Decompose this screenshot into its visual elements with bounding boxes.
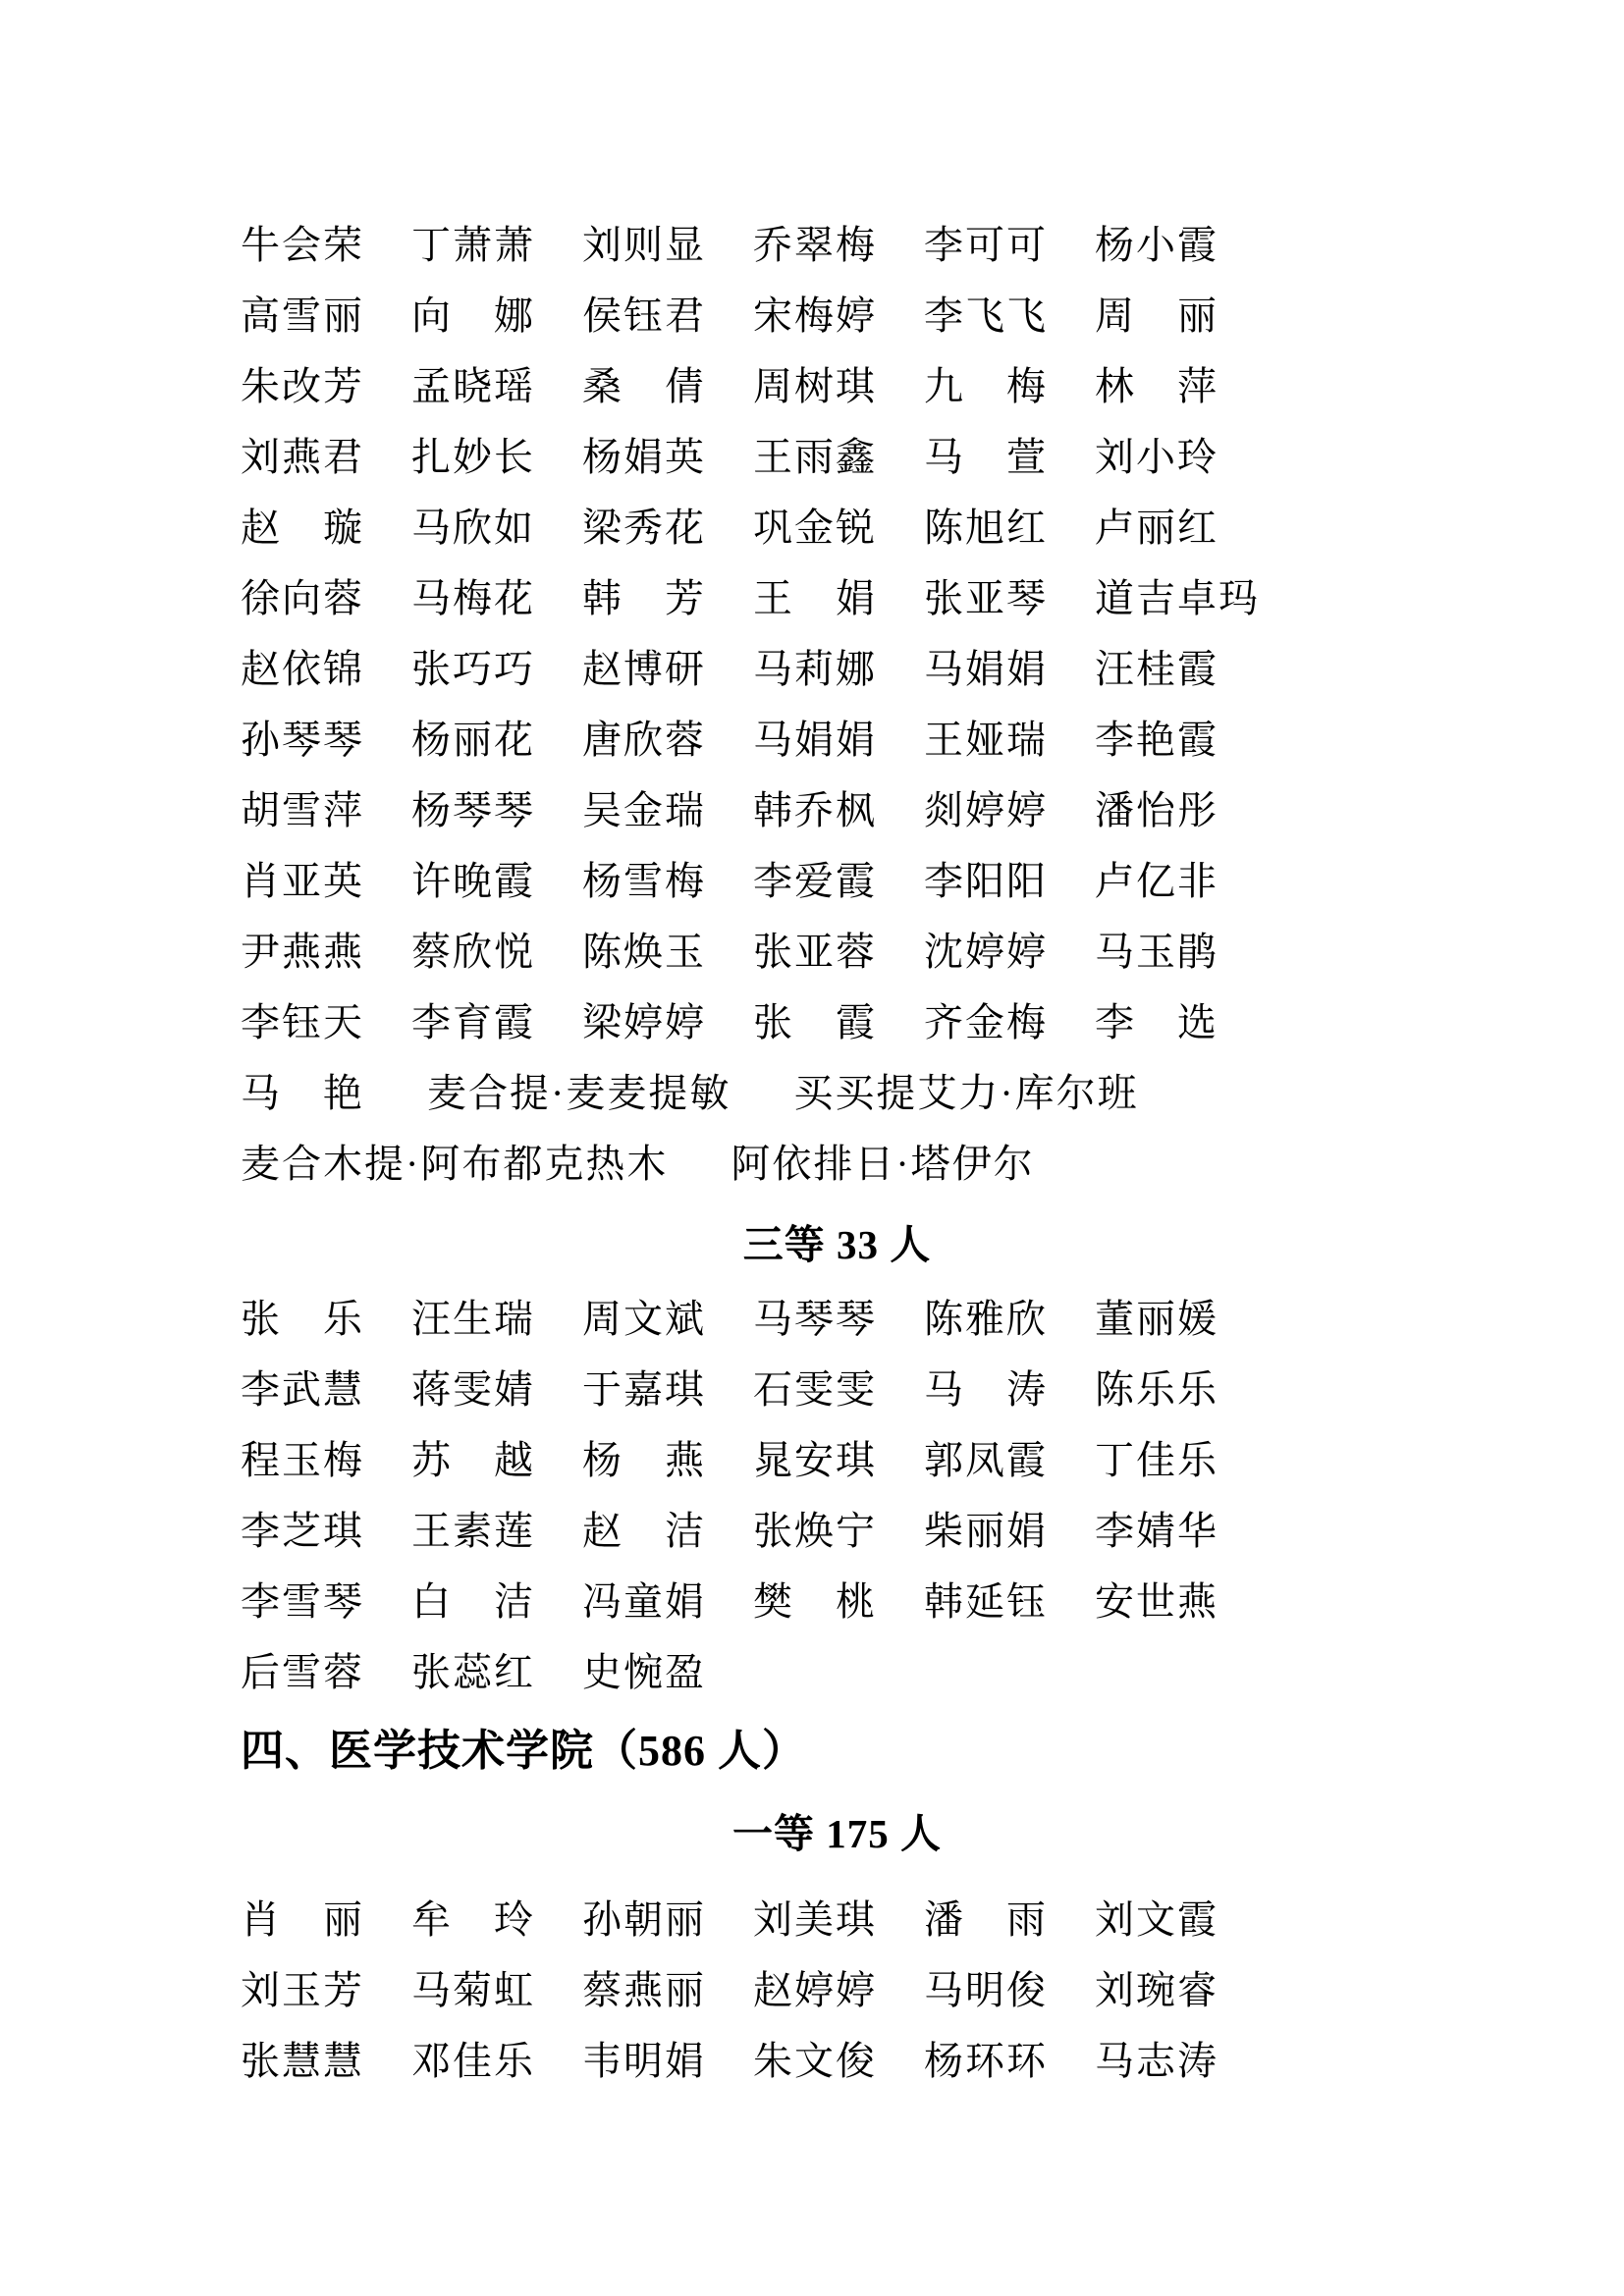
person-name: 买买提艾力·库尔班	[793, 1070, 1139, 1115]
person-name: 尹燕燕	[241, 929, 364, 974]
person-name: 张慧慧	[241, 2038, 364, 2083]
person-name: 张焕宁	[753, 1508, 877, 1553]
person-name: 梁婷婷	[582, 999, 706, 1044]
person-name: 杨丽花	[411, 717, 535, 762]
person-name: 李芝琪	[241, 1508, 364, 1553]
person-name: 孙朝丽	[582, 1896, 706, 1942]
person-name: 张蕊红	[411, 1649, 535, 1694]
grade-heading: 一等 175 人	[732, 1811, 942, 1856]
person-name: 李钰天	[241, 999, 364, 1044]
person-name: 韩延钰	[924, 1578, 1048, 1624]
person-name: 刘小玲	[1095, 434, 1218, 479]
person-name: 陈雅欣	[924, 1296, 1048, 1341]
person-name: 陈旭红	[924, 505, 1048, 550]
person-name: 刘燕君	[241, 434, 364, 479]
person-name: 孟晓瑶	[411, 363, 535, 408]
person-name: 马玉鹃	[1095, 929, 1218, 974]
person-name: 李育霞	[411, 999, 535, 1044]
name-row	[241, 701, 1434, 772]
person-name: 于嘉琪	[582, 1366, 706, 1412]
person-name: 麦合提·麦麦提敏	[427, 1070, 731, 1115]
person-name: 宋梅婷	[753, 293, 877, 338]
person-name: 李飞飞	[924, 293, 1048, 338]
person-name: 马娟娟	[753, 717, 877, 762]
person-name: 韩 芳	[582, 575, 706, 620]
person-name: 潘 雨	[924, 1896, 1048, 1942]
person-name: 张 乐	[241, 1296, 364, 1341]
person-name: 胡雪萍	[241, 787, 364, 832]
name-row	[241, 277, 1434, 347]
person-name: 肖 丽	[241, 1896, 364, 1942]
name-row	[241, 842, 1434, 913]
name-row	[241, 1280, 1434, 1351]
person-name: 樊 桃	[753, 1578, 877, 1624]
person-name: 陈焕玉	[582, 929, 706, 974]
person-name: 潘怡彤	[1095, 787, 1218, 832]
person-name: 扎妙长	[411, 434, 535, 479]
person-name: 马琴琴	[753, 1296, 877, 1341]
name-list-section	[241, 1280, 1434, 1704]
name-row	[241, 1125, 1434, 1196]
person-name: 李阳阳	[924, 858, 1048, 903]
person-name: 史惋盈	[582, 1649, 706, 1694]
person-name: 牛会荣	[241, 222, 364, 267]
name-row	[241, 630, 1434, 701]
name-row	[241, 1633, 1434, 1704]
name-row	[241, 489, 1434, 560]
person-name: 李爱霞	[753, 858, 877, 903]
name-row	[241, 2022, 1434, 2093]
person-name: 李雪琴	[241, 1578, 364, 1624]
person-name: 齐金梅	[924, 999, 1048, 1044]
person-name: 乔翠梅	[753, 222, 877, 267]
person-name: 巩金锐	[753, 505, 877, 550]
person-name: 蒋雯婧	[411, 1366, 535, 1412]
person-name: 侯钰君	[582, 293, 706, 338]
person-name: 程玉梅	[241, 1437, 364, 1482]
person-name: 王素莲	[411, 1508, 535, 1553]
person-name: 丁萧萧	[411, 222, 535, 267]
person-name: 马志涛	[1095, 2038, 1218, 2083]
person-name: 丁佳乐	[1095, 1437, 1218, 1482]
college-section-heading: 四、医学技术学院（586 人）	[241, 1727, 806, 1775]
person-name: 王娅瑞	[924, 717, 1048, 762]
person-name: 柴丽娟	[924, 1508, 1048, 1553]
name-row	[241, 913, 1434, 984]
person-name: 刘文霞	[1095, 1896, 1218, 1942]
name-row	[241, 347, 1434, 418]
name-row	[241, 560, 1434, 630]
person-name: 陈乐乐	[1095, 1366, 1218, 1412]
name-row	[241, 418, 1434, 489]
person-name: 马 艳	[241, 1070, 364, 1115]
person-name: 刘美琪	[753, 1896, 877, 1942]
person-name: 张巧巧	[411, 646, 535, 691]
person-name: 白 洁	[411, 1578, 535, 1624]
grade-heading: 三等 33 人	[742, 1222, 932, 1267]
person-name: 林 萍	[1095, 363, 1218, 408]
person-name: 汪桂霞	[1095, 646, 1218, 691]
person-name: 梁秀花	[582, 505, 706, 550]
person-name: 李艳霞	[1095, 717, 1218, 762]
person-name: 向 娜	[411, 293, 535, 338]
person-name: 苏 越	[411, 1437, 535, 1482]
person-name: 赵博研	[582, 646, 706, 691]
person-name: 杨环环	[924, 2038, 1048, 2083]
person-name: 邓佳乐	[411, 2038, 535, 2083]
person-name: 董丽媛	[1095, 1296, 1218, 1341]
person-name: 杨 燕	[582, 1437, 706, 1482]
person-name: 蔡燕丽	[582, 1967, 706, 2012]
person-name: 晁安琪	[753, 1437, 877, 1482]
person-name: 李 选	[1095, 999, 1218, 1044]
person-name: 牟 玲	[411, 1896, 535, 1942]
person-name: 肖亚英	[241, 858, 364, 903]
person-name: 杨雪梅	[582, 858, 706, 903]
person-name: 阿依排日·塔伊尔	[731, 1141, 1035, 1186]
person-name: 朱改芳	[241, 363, 364, 408]
person-name: 蔡欣悦	[411, 929, 535, 974]
person-name: 石雯雯	[753, 1366, 877, 1412]
person-name: 卢亿非	[1095, 858, 1218, 903]
name-list-section	[241, 1054, 1434, 1196]
person-name: 麦合木提·阿布都克热木	[241, 1141, 669, 1186]
person-name: 李武慧	[241, 1366, 364, 1412]
person-name: 韦明娟	[582, 2038, 706, 2083]
person-name: 朱文俊	[753, 2038, 877, 2083]
name-row	[241, 1421, 1434, 1492]
person-name: 王 娟	[753, 575, 877, 620]
person-name: 刘玉芳	[241, 1967, 364, 2012]
person-name: 赵 洁	[582, 1508, 706, 1553]
person-name: 马莉娜	[753, 646, 877, 691]
name-row	[241, 772, 1434, 842]
person-name: 冯童娟	[582, 1578, 706, 1624]
name-row	[241, 1492, 1434, 1563]
person-name: 马梅花	[411, 575, 535, 620]
person-name: 李可可	[924, 222, 1048, 267]
person-name: 马 涛	[924, 1366, 1048, 1412]
person-name: 周树琪	[753, 363, 877, 408]
person-name: 李婧华	[1095, 1508, 1218, 1553]
person-name: 马明俊	[924, 1967, 1048, 2012]
person-name: 高雪丽	[241, 293, 364, 338]
name-row	[241, 206, 1434, 277]
name-row	[241, 1054, 1434, 1125]
name-row	[241, 1351, 1434, 1421]
person-name: 韩乔枫	[753, 787, 877, 832]
person-name: 吴金瑞	[582, 787, 706, 832]
person-name: 汪生瑞	[411, 1296, 535, 1341]
person-name: 马娟娟	[924, 646, 1048, 691]
person-name: 郭凤霞	[924, 1437, 1048, 1482]
person-name: 后雪蓉	[241, 1649, 364, 1694]
person-name: 马菊虹	[411, 1967, 535, 2012]
name-row	[241, 984, 1434, 1054]
person-name: 马欣如	[411, 505, 535, 550]
person-name: 桑 倩	[582, 363, 706, 408]
name-row	[241, 1881, 1434, 1951]
person-name: 徐向蓉	[241, 575, 364, 620]
person-name: 张亚蓉	[753, 929, 877, 974]
person-name: 孙琴琴	[241, 717, 364, 762]
document-content	[241, 206, 1434, 2093]
person-name: 剡婷婷	[924, 787, 1048, 832]
person-name: 沈婷婷	[924, 929, 1048, 974]
name-list-section	[241, 206, 1434, 1054]
person-name: 杨琴琴	[411, 787, 535, 832]
person-name: 九 梅	[924, 363, 1048, 408]
person-name: 刘琬睿	[1095, 1967, 1218, 2012]
name-list-section	[241, 1881, 1434, 2093]
person-name: 周文斌	[582, 1296, 706, 1341]
person-name: 杨小霞	[1095, 222, 1218, 267]
person-name: 道吉卓玛	[1095, 575, 1260, 620]
name-row	[241, 1563, 1434, 1633]
person-name: 安世燕	[1095, 1578, 1218, 1624]
person-name: 张亚琴	[924, 575, 1048, 620]
person-name: 赵婷婷	[753, 1967, 877, 2012]
person-name: 张 霞	[753, 999, 877, 1044]
person-name: 赵依锦	[241, 646, 364, 691]
person-name: 唐欣蓉	[582, 717, 706, 762]
person-name: 马 萱	[924, 434, 1048, 479]
name-row	[241, 1951, 1434, 2022]
person-name: 周 丽	[1095, 293, 1218, 338]
person-name: 杨娟英	[582, 434, 706, 479]
person-name: 王雨鑫	[753, 434, 877, 479]
person-name: 卢丽红	[1095, 505, 1218, 550]
person-name: 许晚霞	[411, 858, 535, 903]
person-name: 赵 璇	[241, 505, 364, 550]
person-name: 刘则显	[582, 222, 706, 267]
